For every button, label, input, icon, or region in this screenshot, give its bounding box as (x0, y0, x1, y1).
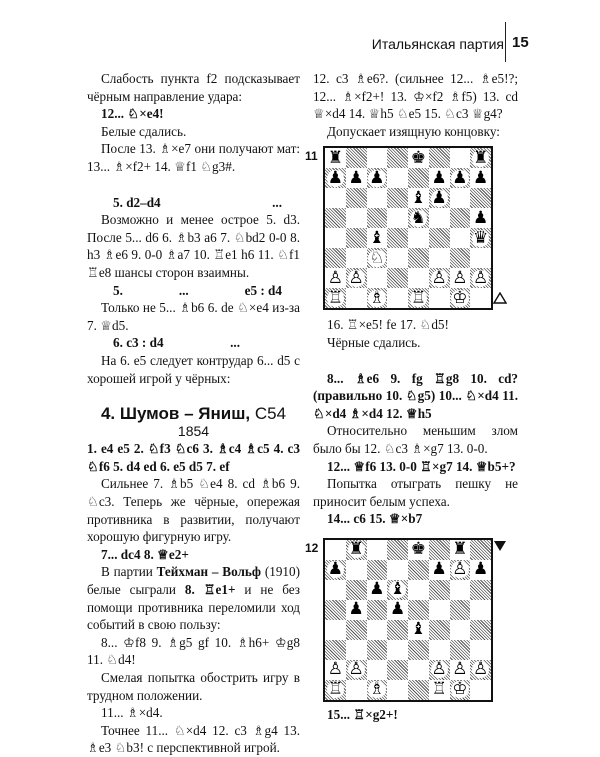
players-ref: Тейхман – Вольф (156, 564, 262, 580)
board-square (367, 620, 388, 640)
board-square (450, 248, 471, 268)
board-square (470, 600, 491, 620)
chess-piece: ♞ (410, 207, 426, 228)
chess-piece: ♙ (452, 267, 468, 288)
chess-piece: ♟ (473, 167, 489, 188)
board-square (470, 288, 491, 308)
board-square (429, 540, 450, 560)
white-to-move-triangle-icon (493, 292, 507, 304)
chess-piece: ♚ (410, 539, 426, 560)
board-square (429, 148, 450, 168)
board-square (346, 680, 367, 700)
chess-piece: ♙ (431, 267, 447, 288)
board-square (325, 248, 346, 268)
board-square (367, 540, 388, 560)
diagram-number: 11 (305, 149, 318, 164)
board-square (325, 208, 346, 228)
chess-piece: ♟ (327, 167, 343, 188)
chess-piece: ♙ (348, 659, 364, 680)
header-divider (505, 22, 506, 62)
board-square (387, 600, 408, 620)
move-line: 12... ♘×e4! (101, 106, 164, 122)
board-square (387, 168, 408, 188)
chess-piece: ♝ (410, 187, 426, 208)
board-square (429, 620, 450, 640)
chess-piece: ♖ (410, 287, 426, 308)
running-header: Итальянская партия (371, 36, 504, 52)
paragraph: 16. ♖×e5! fe 17. ♘d5! (327, 317, 449, 333)
board-square (346, 148, 367, 168)
move-heading (87, 194, 300, 212)
game-moves: 8... ♗e6 9. fg ♖g8 10. cd? (правильно 10. ♘g5) 10... ♘×d4 11. ♘×d4 ♗×d4 12. ♕h5 (313, 370, 518, 421)
paragraph: Возможно и менее острое 5. d3. После 5... d6 6. ♗b3 a6 7. ♘bd2 0-0 8. h3 ♗e6 9. 0-0 ♗a7 10. ♖e1 h6 11. ♘f1 ♖e8 шансы сторон взаимны. (87, 212, 300, 280)
board-square (450, 560, 471, 580)
board-square (450, 680, 471, 700)
move-ref: 8. ♖e1+ (184, 582, 236, 598)
chess-diagram-1 (305, 146, 518, 308)
board-square (429, 560, 450, 580)
board-square (367, 248, 388, 268)
board-square (408, 208, 429, 228)
right-column (305, 70, 518, 724)
move-text: e5 : d4 (244, 282, 282, 298)
chessboard (323, 538, 493, 702)
chess-piece: ♖ (327, 679, 343, 700)
board-square (367, 188, 388, 208)
left-column (87, 70, 300, 757)
paragraph: Допускает изящную концовку: (327, 123, 500, 139)
board-square (387, 660, 408, 680)
board-square (408, 620, 429, 640)
board-square (408, 680, 429, 700)
board-square (346, 188, 367, 208)
chess-piece: ♖ (327, 287, 343, 308)
chess-piece: ♙ (327, 267, 343, 288)
game-players: 4. Шумов – Яниш, (100, 404, 251, 424)
board-square (429, 268, 450, 288)
board-square (429, 660, 450, 680)
move-line: 12... ♕f6 13. 0-0 ♖×g7 14. ♕b5+? (327, 458, 516, 474)
board-square (387, 248, 408, 268)
board-square (325, 680, 346, 700)
board-square (450, 620, 471, 640)
chess-piece: ♔ (452, 287, 468, 308)
paragraph: 12. c3 ♗e6?. (сильнее 12... ♗e5!?; 12... ♗×f2+! 13. ♔×f2 ♗f5) 13. cd ♕×d4 14. ♕h5 ♘e5 15. ♘c3 ♕g4? (313, 71, 518, 122)
paragraph: Только не 5... ♗b6 6. de ♘×e4 из-за 7. ♕d5. (87, 300, 300, 333)
chess-piece: ♛ (473, 227, 489, 248)
board-square (408, 268, 429, 288)
board-square (346, 168, 367, 188)
board-square (429, 600, 450, 620)
board-square (325, 288, 346, 308)
board-square (470, 540, 491, 560)
board-square (346, 248, 367, 268)
chess-piece: ♟ (431, 167, 447, 188)
board-square (408, 168, 429, 188)
board-square (470, 680, 491, 700)
move-text: 5. d2–d4 (113, 194, 161, 210)
board-square (470, 640, 491, 660)
move-ellipsis: ... (178, 282, 189, 298)
paragraph: Попытка отыграть пешку не приносит белым успеха. (313, 476, 518, 509)
paragraph: После 13. ♗×e7 они получают мат: 13... ♗×f2+ 14. ♕f1 ♘g3#. (87, 141, 300, 174)
board-square (470, 228, 491, 248)
chess-piece: ♗ (369, 679, 385, 700)
chess-piece: ♜ (452, 539, 468, 560)
board-square (450, 188, 471, 208)
chess-piece: ♟ (431, 187, 447, 208)
board-square (408, 600, 429, 620)
board-square (387, 208, 408, 228)
chess-piece: ♝ (390, 579, 406, 600)
paragraph: Слабость пункта f2 подсказывает чёрным направление удара: (87, 71, 300, 104)
board-square (450, 288, 471, 308)
board-square (429, 188, 450, 208)
chess-piece: ♟ (473, 207, 489, 228)
board-square (408, 580, 429, 600)
board-square (387, 640, 408, 660)
board-square (450, 148, 471, 168)
board-square (346, 660, 367, 680)
board-square (408, 560, 429, 580)
board-square (346, 600, 367, 620)
chess-piece: ♙ (473, 659, 489, 680)
board-square (367, 640, 388, 660)
board-square (429, 248, 450, 268)
move-line: 15... ♖×g2+! (327, 706, 398, 722)
chess-piece: ♙ (452, 559, 468, 580)
board-square (408, 188, 429, 208)
board-square (450, 268, 471, 288)
board-square (367, 600, 388, 620)
board-square (325, 168, 346, 188)
board-square (325, 148, 346, 168)
text-span: В партии (101, 564, 157, 580)
move-heading (87, 334, 300, 352)
chess-piece: ♟ (431, 559, 447, 580)
board-square (450, 640, 471, 660)
board-square (325, 600, 346, 620)
board-square (429, 228, 450, 248)
board-square (408, 148, 429, 168)
paragraph: Сильнее 7. ♗b5 ♘e4 8. cd ♗b6 9. ♘c3. Теперь же чёрные, опережая противника в развитии, получают хорошую фигурную игру. (87, 476, 300, 545)
paragraph: Точнее 11... ♘×d4 12. c3 ♗g4 13. ♗e3 ♘b3! с перспективной игрой. (87, 722, 300, 756)
board-square (387, 148, 408, 168)
move-ellipsis: ... (272, 194, 282, 210)
board-square (429, 208, 450, 228)
board-square (367, 148, 388, 168)
board-square (325, 640, 346, 660)
board-square (387, 268, 408, 288)
board-square (387, 540, 408, 560)
board-square (470, 620, 491, 640)
paragraph: Относительно меньшим злом было бы 12. ♘c3 ♗×g7 13. 0-0. (313, 423, 518, 456)
board-square (429, 580, 450, 600)
board-square (408, 540, 429, 560)
chess-piece: ♜ (473, 147, 489, 168)
game-year: 1854 (177, 422, 210, 439)
board-square (367, 208, 388, 228)
board-square (325, 228, 346, 248)
game-eco-code: C54 (250, 404, 287, 424)
board-square (408, 660, 429, 680)
move-heading (87, 282, 300, 300)
chessboard (323, 146, 493, 310)
chess-piece: ♝ (369, 227, 385, 248)
paragraph: На 6. e5 следует контрудар 6... d5 с хорошей игрой у чёрных: (87, 352, 300, 386)
board-square (450, 540, 471, 560)
chess-piece: ♟ (348, 167, 364, 188)
chess-piece: ♜ (348, 539, 364, 560)
board-square (470, 208, 491, 228)
board-square (450, 580, 471, 600)
board-square (387, 560, 408, 580)
board-square (387, 228, 408, 248)
board-square (429, 640, 450, 660)
paragraph: 8... ♔f8 9. ♗g5 gf 10. ♗h6+ ♔g8 11. ♘d4! (87, 634, 300, 668)
chess-piece: ♟ (369, 167, 385, 188)
board-square (470, 660, 491, 680)
board-square (408, 288, 429, 308)
board-square (470, 560, 491, 580)
chess-piece: ♙ (431, 659, 447, 680)
board-square (367, 560, 388, 580)
board-square (387, 620, 408, 640)
board-square (367, 660, 388, 680)
board-square (429, 680, 450, 700)
chess-piece: ♙ (452, 659, 468, 680)
board-square (450, 168, 471, 188)
board-square (470, 248, 491, 268)
board-square (346, 560, 367, 580)
chess-piece: ♙ (348, 267, 364, 288)
board-square (346, 208, 367, 228)
chess-piece: ♖ (431, 679, 447, 700)
board-square (346, 620, 367, 640)
chess-piece: ♜ (327, 147, 343, 168)
board-square (325, 660, 346, 680)
board-square (450, 228, 471, 248)
board-square (408, 248, 429, 268)
board-square (367, 580, 388, 600)
chess-piece: ♟ (327, 559, 343, 580)
board-square (325, 580, 346, 600)
board-square (346, 228, 367, 248)
board-square (387, 288, 408, 308)
board-square (470, 580, 491, 600)
diagram-number: 12 (305, 540, 319, 555)
text-span: и не без помощи противника переломили ход событий в свою пользу: (87, 582, 300, 633)
board-square (450, 600, 471, 620)
board-square (325, 540, 346, 560)
board-square (325, 620, 346, 640)
chess-piece: ♙ (473, 267, 489, 288)
board-square (470, 188, 491, 208)
move-line: 14... c6 15. ♕×b7 (327, 511, 423, 527)
paragraph: Белые сдались. (101, 123, 187, 139)
board-square (408, 228, 429, 248)
move-text: 6. c3 : d4 (113, 335, 164, 351)
board-square (325, 188, 346, 208)
chess-piece: ♙ (327, 659, 343, 680)
board-square (387, 680, 408, 700)
paragraph: 11... ♗×d4. (101, 705, 163, 721)
move-number: 5. (113, 282, 123, 298)
board-square (470, 148, 491, 168)
chess-piece: ♟ (369, 579, 385, 600)
board-square (367, 168, 388, 188)
board-square (346, 640, 367, 660)
game-title (87, 405, 300, 423)
paragraph: Чёрные сдались. (327, 334, 421, 350)
game-moves: 1. e4 e5 2. ♘f3 ♘c6 3. ♗c4 ♗c5 4. c3 ♘f6 5. d4 ed 6. e5 d5 7. ef (87, 441, 300, 474)
board-square (325, 268, 346, 288)
chess-piece: ♟ (348, 599, 364, 620)
board-square (408, 640, 429, 660)
chess-diagram-2 (305, 538, 518, 700)
board-square (387, 188, 408, 208)
board-square (367, 268, 388, 288)
move-ellipsis: ... (230, 335, 240, 351)
board-square (429, 288, 450, 308)
chess-piece: ♚ (410, 147, 426, 168)
board-square (346, 288, 367, 308)
board-square (470, 268, 491, 288)
paragraph: Смелая попытка обострить игру в трудном положении. (87, 670, 300, 703)
chess-piece: ♟ (390, 599, 406, 620)
paragraph (87, 563, 300, 633)
chess-piece: ♟ (473, 559, 489, 580)
board-square (470, 168, 491, 188)
page-number: 15 (512, 34, 529, 51)
chess-piece: ♔ (452, 679, 468, 700)
board-square (367, 288, 388, 308)
board-square (450, 208, 471, 228)
board-square (367, 680, 388, 700)
black-to-move-triangle-icon (493, 540, 507, 552)
board-square (325, 560, 346, 580)
board-square (387, 580, 408, 600)
chess-piece: ♝ (410, 619, 426, 640)
board-square (429, 168, 450, 188)
board-square (450, 660, 471, 680)
board-square (346, 580, 367, 600)
text-span: (1910) белые сыграли (87, 564, 300, 598)
board-square (346, 268, 367, 288)
board-square (367, 228, 388, 248)
board-square (346, 540, 367, 560)
chess-piece: ♟ (452, 167, 468, 188)
move-line: 7... dc4 8. ♕e2+ (101, 546, 189, 562)
chess-piece: ♘ (369, 247, 385, 268)
chess-piece: ♗ (369, 287, 385, 308)
